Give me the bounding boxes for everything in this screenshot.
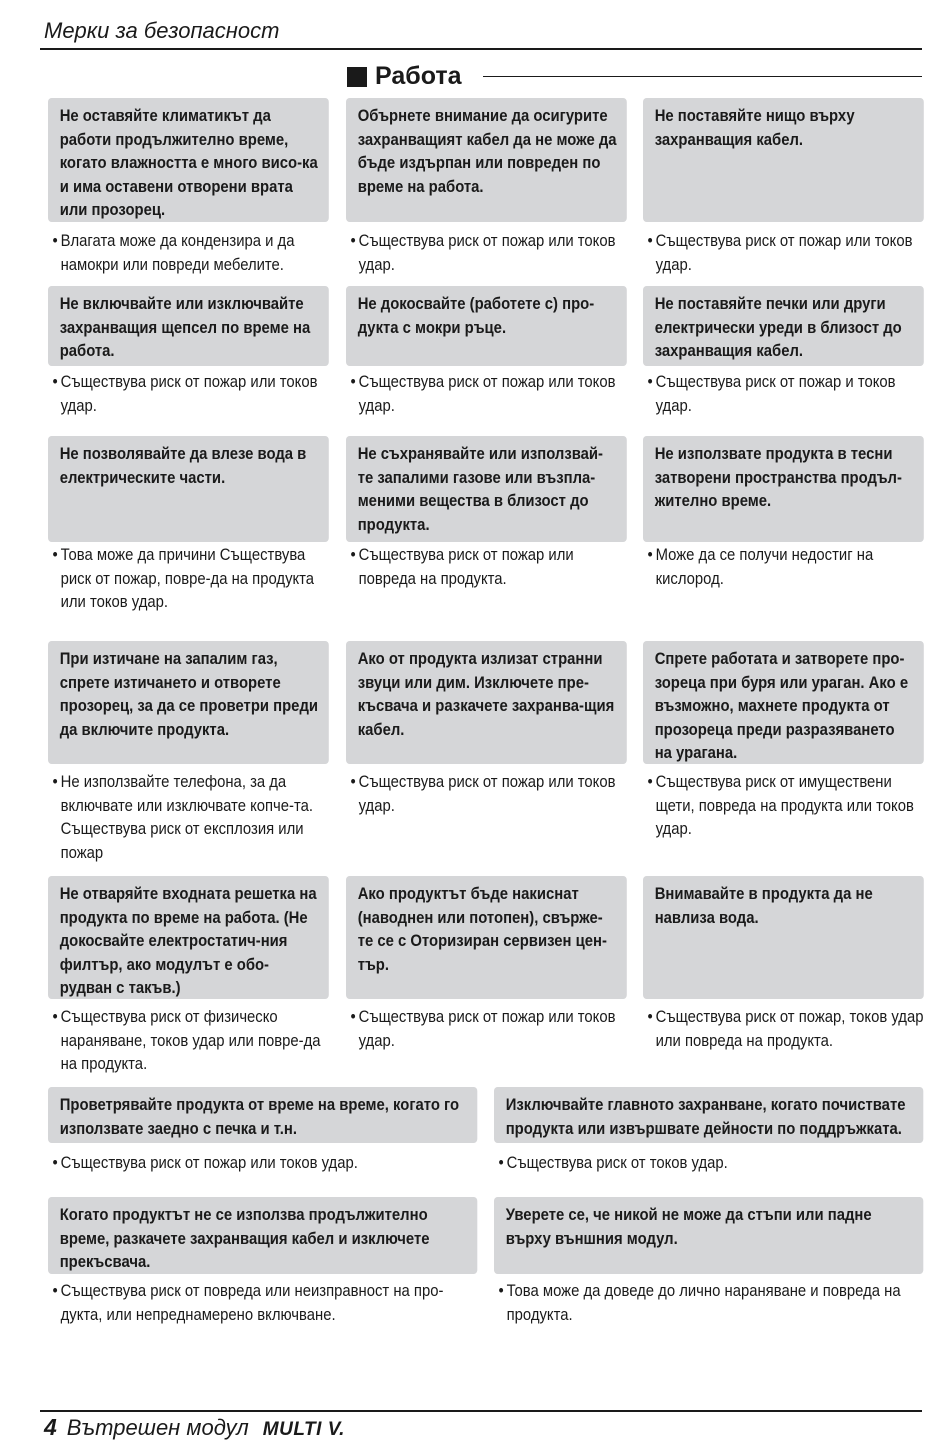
warning-note-text: Съществува риск от пожар и токов удар.	[655, 373, 896, 415]
warning-note	[643, 230, 929, 277]
warning-note-text: Съществува риск от пожар или токов удар.	[358, 773, 616, 815]
warning-note	[346, 771, 632, 818]
warning-box: Не съхранявайте или използвай-те запалими газове или възпла-меними вещества в близост до продукта.	[346, 436, 627, 542]
warning-note-text: Това може да доведе до лично нараняване и повреда на продукта.	[506, 1282, 901, 1324]
warning-note-text: Може да се получи недостиг на кислород.	[655, 546, 874, 588]
bullet-icon: •	[52, 1282, 58, 1300]
bullet-icon: •	[647, 373, 653, 391]
warning-note	[346, 1006, 632, 1053]
warning-note-text: Влагата може да кондензира и да намокри или повреди мебелите.	[60, 232, 295, 274]
section-square-icon	[347, 67, 367, 87]
warning-note-text: Съществува риск от физическо нараняване, токов удар или повре-да на продукта.	[60, 1008, 321, 1073]
warning-box: Не позволявайте да влезе вода в електрическите части.	[48, 436, 329, 542]
bullet-icon: •	[52, 232, 58, 250]
page-footer	[44, 1414, 345, 1441]
warning-note	[48, 230, 334, 277]
bullet-icon: •	[52, 546, 58, 564]
warning-note-text: Съществува риск от пожар, токов удар или повреда на продукта.	[655, 1008, 924, 1050]
warning-box: Ако от продукта излизат странни звуци или дим. Изключете пре-късвача и разкачете захранва-щия кабел.	[346, 641, 627, 764]
footer-text: Вътрешен модул	[66, 1415, 249, 1440]
bullet-icon: •	[52, 373, 58, 391]
section-heading	[347, 62, 462, 91]
warning-box: Не поставяйте нищо върху захранващия кабел.	[643, 98, 924, 222]
warning-box: Не използвате продукта в тесни затворени пространства продъл-жително време.	[643, 436, 924, 542]
warning-note	[643, 371, 929, 418]
warning-note-text: Съществува риск от пожар или токов удар.	[358, 1008, 616, 1050]
warning-note-text: Съществува риск от пожар или токов удар.	[60, 1154, 358, 1172]
warning-box: Не включвайте или изключвайте захранващия щепсел по време на работа.	[48, 286, 329, 366]
warning-note	[346, 371, 632, 418]
bullet-icon: •	[350, 373, 356, 391]
bullet-icon: •	[350, 773, 356, 791]
warning-note	[643, 544, 929, 591]
warning-box: Не оставяйте климатикът да работи продължително време, когато влажността е много висо-ка и има оставени отворени врата или прозорец.	[48, 98, 329, 222]
bullet-icon: •	[52, 773, 58, 791]
warning-note-text: Не използвайте телефона, за да включвате или изключвате копче-та. Съществува риск от експлозия или пожар	[60, 773, 314, 862]
section-title: Работа	[375, 62, 462, 90]
warning-box: Обърнете внимание да осигурите захранващият кабел да не може да бъде издърпан или повреден по време на работа.	[346, 98, 627, 222]
warning-note-text: Това може да причини Съществува риск от пожар, повре-да на продукта или токов удар.	[60, 546, 315, 611]
bullet-icon: •	[498, 1282, 504, 1300]
page-number: 4	[44, 1414, 57, 1440]
warning-note-text: Съществува риск от пожар или повреда на продукта.	[358, 546, 574, 588]
warning-box: Не докосвайте (работете с) про-дукта с мокри ръце.	[346, 286, 627, 366]
page-header-title: Мерки за безопасност	[44, 18, 280, 43]
warning-box: Не отваряйте входната решетка на продукта по време на работа. (Не докосвайте електростатич-ния филтър, ако модулът е обо-рудван с такъв.)	[48, 876, 329, 999]
bullet-icon: •	[350, 546, 356, 564]
warning-note	[494, 1152, 923, 1176]
warning-note	[48, 371, 334, 418]
warning-note	[346, 230, 632, 277]
header-rule	[40, 48, 922, 50]
warning-box: Не поставяйте печки или други електрически уреди в близост до захранващия кабел.	[643, 286, 924, 366]
bullet-icon: •	[498, 1154, 504, 1172]
warning-note	[48, 771, 334, 865]
warning-box: Когато продуктът не се използва продължително време, разкачете захранващия кабел и изключете прекъсвача.	[48, 1197, 477, 1274]
warning-note	[48, 544, 334, 615]
warning-box: Изключвайте главното захранване, когато почиствате продукта или извършвате дейности по поддръжката.	[494, 1087, 923, 1143]
warning-note-text: Съществува риск от имуществени щети, повреда на продукта или токов удар.	[655, 773, 914, 838]
warning-box: Спрете работата и затворете про-зореца при буря или ураган. Ако е възможно, махнете продукта от прозореца преди разразяването на урагана.	[643, 641, 924, 764]
warning-note-text: Съществува риск от пожар или токов удар.	[60, 373, 318, 415]
warning-note	[48, 1280, 477, 1327]
warning-note	[48, 1152, 477, 1176]
bullet-icon: •	[350, 232, 356, 250]
warning-note-text: Съществува риск от пожар или токов удар.	[358, 232, 616, 274]
warning-note	[48, 1006, 334, 1077]
footer-rule	[40, 1410, 922, 1412]
warning-box: При изтичане на запалим газ, спрете изтичането и отворете прозорец, за да се проветри преди да включите продукта.	[48, 641, 329, 764]
bullet-icon: •	[647, 546, 653, 564]
section-rule	[483, 76, 922, 77]
bullet-icon: •	[647, 232, 653, 250]
warning-box: Ако продуктът бъде накиснат (наводнен или потопен), свърже-те се с Оторизиран сервизен цен-тър.	[346, 876, 627, 999]
warning-box: Уверете се, че никой не може да стъпи или падне върху външния модул.	[494, 1197, 923, 1274]
warning-box: Внимавайте в продукта да не навлиза вода.	[643, 876, 924, 999]
warning-note	[643, 771, 929, 842]
bullet-icon: •	[647, 773, 653, 791]
warning-note-text: Съществува риск от токов удар.	[506, 1154, 728, 1172]
bullet-icon: •	[52, 1154, 58, 1172]
warning-box: Проветрявайте продукта от време на време, когато го използвате заедно с печка и т.н.	[48, 1087, 477, 1143]
warning-note	[494, 1280, 923, 1327]
warning-note-text: Съществува риск от пожар или токов удар.	[358, 373, 616, 415]
warning-note	[643, 1006, 929, 1053]
warning-note-text: Съществува риск от пожар или токов удар.	[655, 232, 913, 274]
bullet-icon: •	[350, 1008, 356, 1026]
bullet-icon: •	[647, 1008, 653, 1026]
multi-v-logo: MULTI V.	[262, 1419, 345, 1440]
warning-note-text: Съществува риск от повреда или неизправност на про-дукта, или непреднамерено включване.	[60, 1282, 444, 1324]
bullet-icon: •	[52, 1008, 58, 1026]
warning-note	[346, 544, 632, 591]
